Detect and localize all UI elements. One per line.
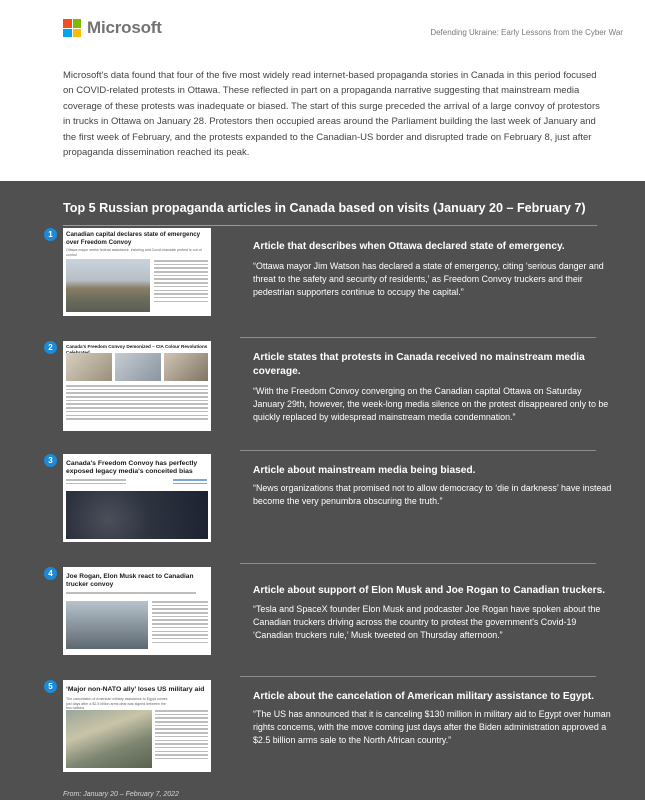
thumbnail-share-links [173, 479, 207, 486]
item-number-badge: 3 [44, 454, 57, 467]
parliament-photo [66, 259, 150, 312]
article-heading: Article about mainstream media being biased. [253, 465, 476, 476]
thumbnail-headline: Joe Rogan, Elon Musk react to Canadian trucker convoy [66, 573, 194, 588]
article-heading: Article about support of Elon Musk and Joe Rogan to Canadian truckers. [253, 585, 606, 596]
article-thumbnail [63, 680, 211, 772]
item-divider [240, 450, 596, 451]
item-number-badge: 4 [44, 567, 57, 580]
article-heading: Article about the cancelation of American military assistance to Egypt. [253, 691, 594, 702]
trucker-photo [66, 601, 148, 649]
intro-paragraph: Microsoft's data found that four of the five most widely read internet-based propaganda stories in Canada in this period focused on COVID-related protests in Ottawa. These reflected in part on a propaganda narrative suggesting that mainstream media coverage of these protests was inadequate or biased. The start of this surge preceded the arrival of a large convoy of protestors in trucks in Ottawa on January 28. Protestors then occupied areas around the Parliament building the last week of January and the first week of February, and the protests expanded to the Canadian-US border and disrupted trade on February 8, just after propaganda dissemination reached its peak. [63, 70, 600, 159]
document-title: Defending Ukraine: Early Lessons from the Cyber War [430, 28, 623, 37]
convoy-image-right [164, 353, 208, 381]
thumbnail-text-lines [66, 479, 126, 486]
microsoft-logo-icon [63, 19, 81, 37]
article-quote: “Ottawa mayor Jim Watson has declared a state of emergency, citing ‘serious danger and threat to the safety and security of residents,’ as Freedom Convoy truckers and their pedestrian supporters continue to occupy the capital.” [253, 261, 604, 297]
thumbnail-headline: Canada's Freedom Convoy has perfectly exposed legacy media's conceited bias [66, 460, 198, 475]
microsoft-logo [63, 18, 162, 38]
item-number-badge: 1 [44, 228, 57, 241]
article-quote: “Tesla and SpaceX founder Elon Musk and podcaster Joe Rogan have spoken about the Canadian truckers driving across the country to protest the government's Covid-19 ‘Canadian truckers rule,’ Musk tweeted on Thursday afternoon.” [253, 604, 601, 640]
thumbnail-subheadline: The cancelation of American military assistance to Egypt comes just days after a $2.5 billion arms deal was signed between the two nations [66, 697, 168, 710]
thumbnail-subheadline: Ottawa mayor seeks federal assistance, insisting anti-Covid-mandate protest is out of control [66, 248, 202, 257]
convoy-image-center [115, 353, 161, 381]
article-thumbnail [63, 567, 211, 655]
thumbnail-text-lines [66, 385, 208, 422]
military-aid-photo [66, 710, 152, 768]
article-quote: “The US has announced that it is canceling $130 million in military aid to Egypt over human rights concerns, with the move coming just days after the Biden administration approved a $2.5 billion arms sale to the North African country.” [253, 709, 611, 745]
article-thumbnail [63, 454, 211, 542]
thumbnail-headline: Canadian capital declares state of emergency over Freedom Convoy [66, 231, 201, 246]
thumbnail-headline: ‘Major non-NATO ally’ loses US military aid [66, 686, 205, 693]
panel-title: Top 5 Russian propaganda articles in Canada based on visits (January 20 – February 7) [63, 201, 586, 215]
thumbnail-headline: Canada's Freedom Convoy Demonized – CIA Colour Revolutions [66, 344, 208, 349]
item-number-badge: 5 [44, 680, 57, 693]
item-divider [240, 225, 596, 226]
thumbnail-text-lines [66, 592, 196, 596]
item-divider [240, 563, 596, 564]
article-thumbnail [63, 341, 211, 431]
article-thumbnail [63, 228, 211, 316]
convoy-image-left [66, 353, 112, 381]
date-range-footnote: From: January 20 – February 7, 2022 [63, 791, 179, 798]
propaganda-articles-panel [0, 181, 645, 800]
article-quote: “With the Freedom Convoy converging on the Canadian capital Ottawa on Saturday January 29th, however, the week-long media silence on the protest disappeared only to be quickly replaced by widespread mainstream media condemnation.” [253, 386, 609, 422]
thumbnail-text-lines [155, 710, 208, 762]
page-header [63, 18, 623, 48]
item-divider [240, 337, 596, 338]
article-quote: “News organizations that promised not to allow democracy to ‘die in darkness’ have instead become the very penumbra obscuring the truth.” [253, 483, 612, 506]
article-heading: Article that describes when Ottawa declared state of emergency. [253, 241, 565, 252]
brand-name: Microsoft [87, 18, 162, 37]
item-divider [240, 676, 596, 677]
item-number-badge: 2 [44, 341, 57, 354]
convoy-crowd-photo [66, 491, 208, 539]
thumbnail-text-lines [154, 260, 208, 304]
article-heading: Article states that protests in Canada received no mainstream media coverage. [253, 352, 585, 377]
thumbnail-body-lines [152, 601, 208, 645]
